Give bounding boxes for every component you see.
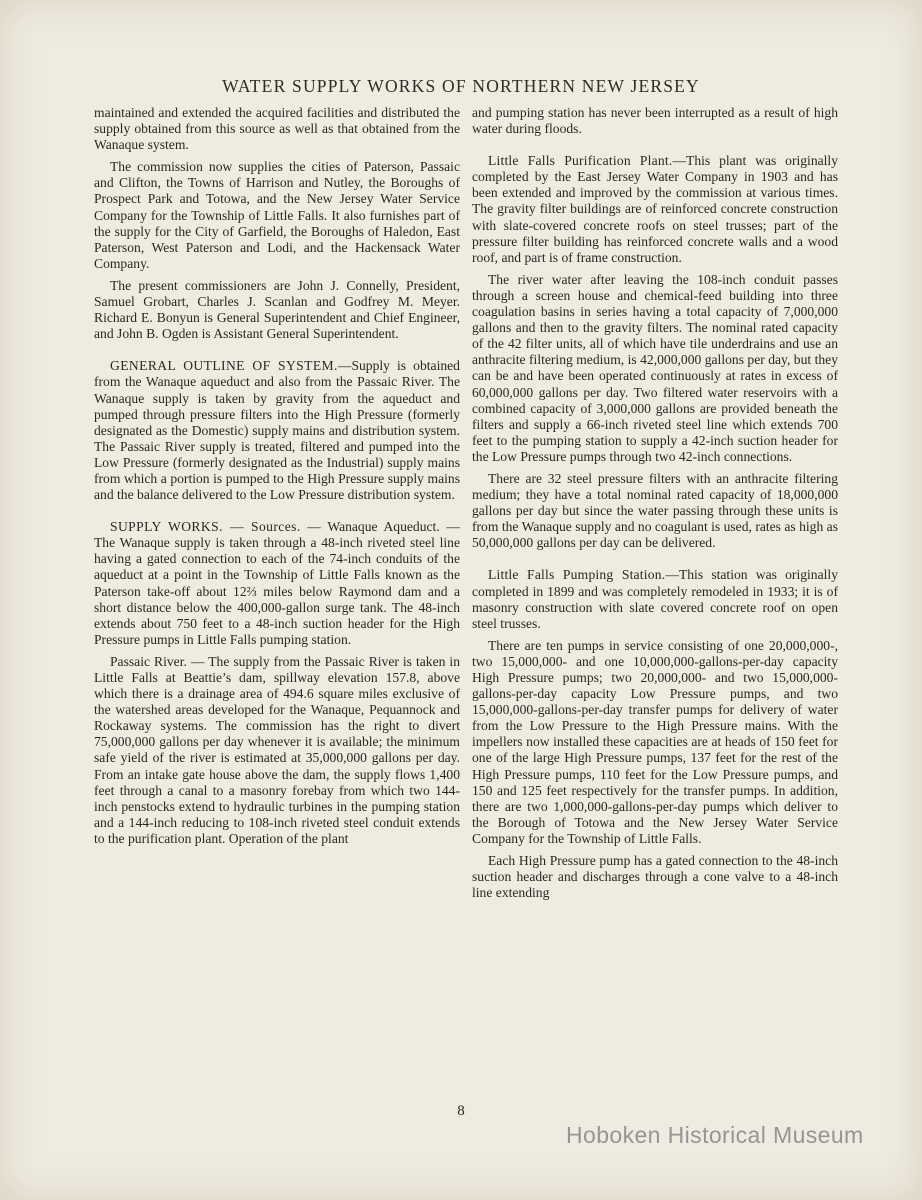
paragraph [94, 358, 460, 503]
paragraph-text: —This plant was originally completed by the East Jersey Water Company in 1903 and has been extended and improved by the commission at various times. The gravity filter buildings are of reinforced concrete construction with slate-covered concrete roofs on steel trusses; part of the pressure filter building has reinforced concrete walls and a wood roof, and part is of frame construction. [472, 153, 839, 265]
paragraph [94, 519, 460, 648]
paragraph-text: —Supply is obtained from the Wanaque aqueduct and also from the Passaic River. The Wanaque supply is taken by gravity from the aqueduct and pumped through pressure filters into the High Pressure (formerly designated as the Domestic) supply mains and distribution system. The Passaic River supply is treated, filtered and pumped into the Low Pressure (formerly designated as the Industrial) supply mains from which a portion is pumped to the High Pressure supply mains and the balance delivered to the Low Pressure distribution system. [94, 358, 460, 503]
paragraph: The commission now supplies the cities of Paterson, Passaic and Clifton, the Towns of Harrison and Nutley, the Boroughs of Prospect Park and Totowa, and the New Jersey Water Service Company for the Township of Little Falls. It also furnishes part of the supply for the City of Garfield, the Boroughs of Haledon, East Paterson, West Paterson and Lodi, and the Hackensack Water Company. [94, 159, 460, 271]
paragraph: There are ten pumps in service consisting of one 20,000,000-, two 15,000,000- and one 10,000,000-gallons-per-day capacity High Pressure pumps; two 20,000,000- and two 15,000,000-gallons-per-day capacity Low Pressure pumps, and two 15,000,000-gallons-per-day transfer pumps for delivery of water from the Low Pressure to the High Pressure mains. With the impellers now installed these capacities are at heads of 150 feet for one of the large High Pressure pumps, 137 feet for the rest of the High Pressure pumps, 110 feet for the Low Pressure pumps, and 150 and 125 feet respectively for the transfer pumps. In addition, there are two 1,000,000-gallons-per-day pumps which deliver to the Borough of Totowa and the New Jersey Water Service Company for the Township of Little Falls. [472, 637, 838, 846]
left-column [94, 105, 460, 853]
section-heading: SUPPLY WORKS. — Sources. [110, 519, 301, 535]
paragraph: Each High Pressure pump has a gated connection to the 48-inch suction header and discharges through a cone valve to a 48-inch line extending [472, 853, 838, 901]
section-heading: Little Falls Purification Plant. [488, 153, 673, 169]
paragraph-text: — Wanaque Aqueduct. — The Wanaque supply is taken through a 48-inch riveted steel line having a gated connection to each of the 74-inch conduits of the aqueduct at a point in the Township of Little Falls known as the Paterson take-off about 12⅔ miles below Raymond dam and a short distance below the 400,000-gallon surge tank. The 48-inch extends about 750 feet to a 48-inch suction header for the High Pressure pumps in Little Falls pumping station. [94, 519, 460, 647]
paragraph: and pumping station has never been interrupted as a result of high water during floods. [472, 105, 838, 137]
paragraph: There are 32 steel pressure filters with an anthracite filtering medium; they have a total nominal rated capacity of 18,000,000 gallons per day but since the water passing through these units is from the Wanaque supply and no coagulant is used, rates as high as 50,000,000 gallons per day can be delivered. [472, 470, 838, 551]
section-heading: Little Falls Pumping Station. [488, 567, 666, 583]
section-heading: GENERAL OUTLINE OF SYSTEM. [110, 358, 338, 374]
watermark: Hoboken Historical Museum [566, 1122, 864, 1148]
paragraph: The present commissioners are John J. Connelly, President, Samuel Grobart, Charles J. Scanlan and Godfrey M. Meyer. Richard E. Bonyun is General Superintendent and Chief Engineer, and John B. Ogden is Assistant General Superintendent. [94, 277, 460, 342]
right-column [472, 105, 838, 907]
paragraph: Passaic River. — The supply from the Passaic River is taken in Little Falls at Beattie’s dam, spillway elevation 157.8, above which there is a drainage area of 494.6 square miles exclusive of the watershed areas developed for the Wanaque, Pequannock and Rockaway systems. The commission has the right to divert 75,000,000 gallons per day whenever it is available; the minimum safe yield of the river is estimated at 35,000,000 gallons per day. From an intake gate house above the dam, the supply flows 1,400 feet through a canal to a masonry forebay from which two 144-inch penstocks extend to hydraulic turbines in the pumping station and a 144-inch reducing to 108-inch riveted steel conduit extends to the purification plant. Operation of the plant [94, 653, 460, 846]
page-number: 8 [457, 1103, 465, 1119]
paragraph [472, 153, 838, 266]
running-head: WATER SUPPLY WORKS OF NORTHERN NEW JERSEY [222, 76, 700, 96]
paragraph: The river water after leaving the 108-inch conduit passes through a screen house and chemical-feed building into three coagulation basins in series having a total capacity of 7,000,000 gallons and then to the gravity filters. The nominal rated capacity of the 42 filter units, all of which have tile underdrains and use an anthracite filtering medium, is 42,000,000 gallons per day, but they can be and have been operated continuously at rates in excess of 60,000,000 gallons per day. Two filtered water reservoirs with a combined capacity of 3,000,000 gallons are provided beneath the filters and supply a 66-inch riveted steel line which extends 700 feet to the pumping station to supply a 42-inch suction header for the Low Pressure pumps through two 42-inch connections. [472, 271, 838, 464]
paragraph: maintained and extended the acquired facilities and distributed the supply obtained from this source as well as that obtained from the Wanaque system. [94, 105, 460, 153]
paragraph [472, 567, 838, 631]
paragraph-text: —This station was originally completed in 1899 and was completely remodeled in 1933; it is of masonry construction with slate covered concrete roof on open steel trusses. [472, 567, 838, 631]
